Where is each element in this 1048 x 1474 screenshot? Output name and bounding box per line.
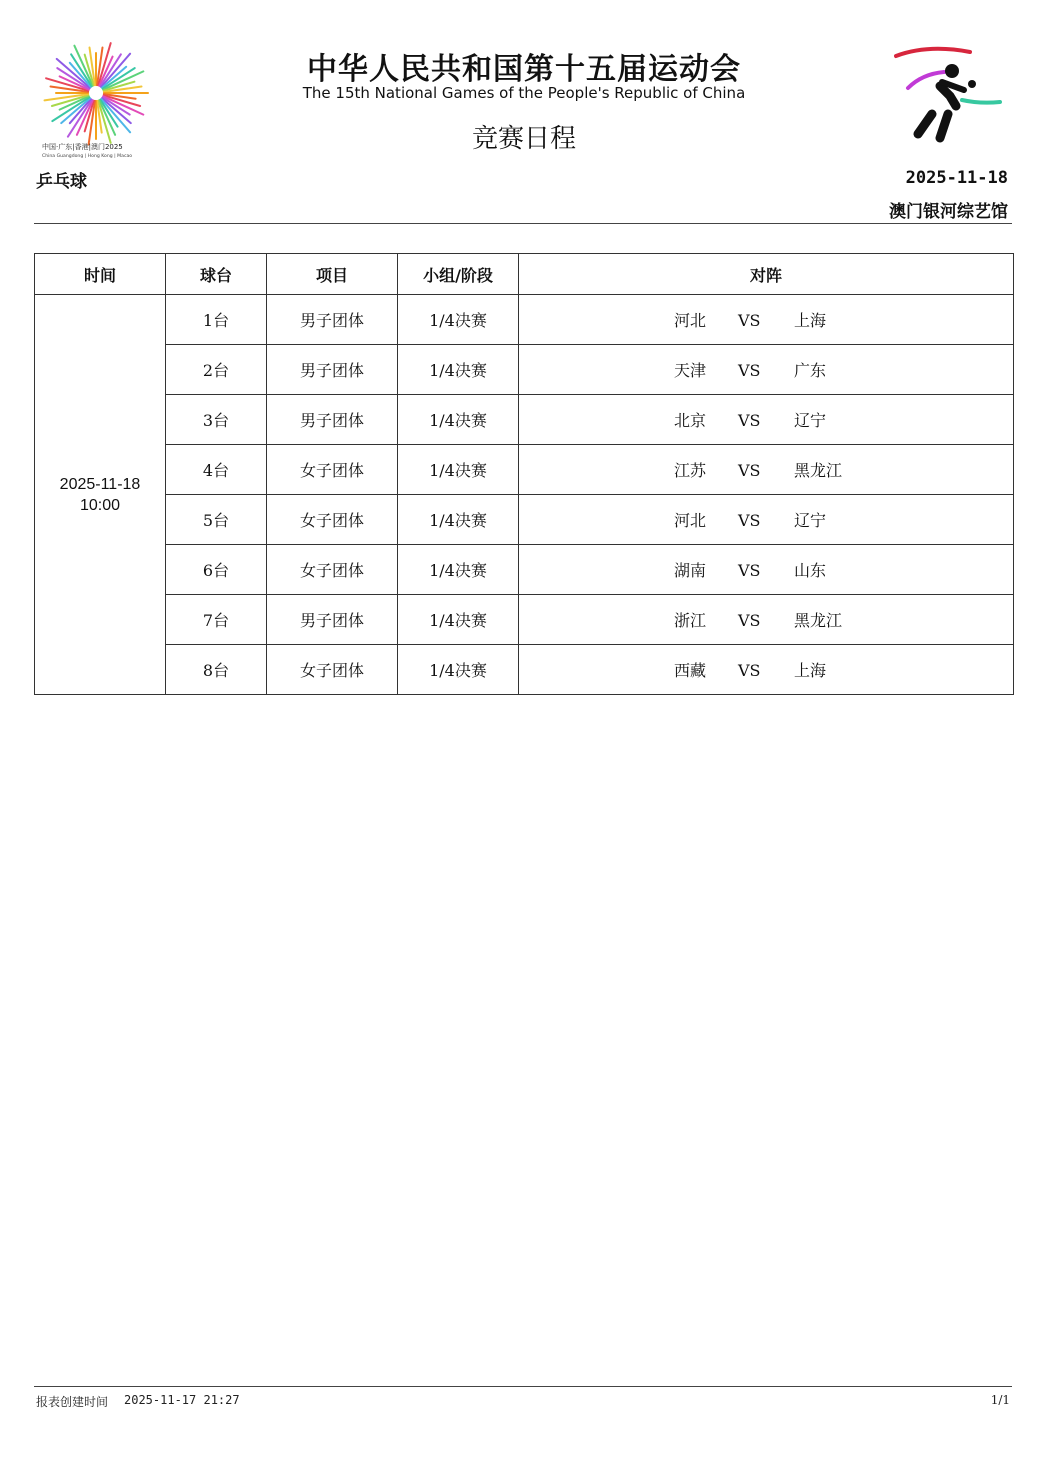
games-title-chinese: 中华人民共和国第十五届运动会: [307, 52, 741, 87]
page-number: 1/1: [990, 1393, 1010, 1407]
team-a-name: 湖南: [674, 561, 707, 580]
table-number-cell: 1台: [166, 295, 267, 345]
footer-divider: [34, 1386, 1012, 1387]
matchup: [674, 358, 858, 381]
table-row: [35, 495, 1014, 545]
stage-cell: 1/4决赛: [398, 595, 519, 645]
matchup-cell: [519, 545, 1014, 595]
vs-label: VS: [738, 561, 761, 580]
table-number-cell: 5台: [166, 495, 267, 545]
matchup-cell: [519, 445, 1014, 495]
matchup: [674, 458, 858, 481]
stage-cell: 1/4决赛: [398, 395, 519, 445]
team-a-name: 江苏: [674, 461, 707, 480]
header-divider: [34, 223, 1012, 224]
table-row: [35, 395, 1014, 445]
stage-cell: 1/4决赛: [398, 345, 519, 395]
team-b-name: 辽宁: [794, 411, 827, 430]
logo-en-text: China Guangdong | Hong Kong | Macao: [42, 154, 133, 159]
event-cell: 女子团体: [267, 445, 398, 495]
team-b-name: 黑龙江: [794, 611, 843, 630]
stage-cell: 1/4决赛: [398, 295, 519, 345]
logo-cn-text: 中国·广东|香港|澳门2025: [42, 143, 123, 151]
vs-label: VS: [738, 461, 761, 480]
table-row: [35, 545, 1014, 595]
document-title: 竞赛日程: [471, 124, 576, 154]
vs-label: VS: [738, 611, 761, 630]
schedule-date: 2025-11-18: [905, 168, 1008, 188]
time-clock: 10:00: [79, 496, 121, 514]
column-header-table: 球台: [166, 254, 267, 295]
vs-label: VS: [738, 361, 761, 380]
matchup: [674, 308, 858, 331]
team-a-name: 天津: [674, 361, 707, 380]
matchup-cell: [519, 595, 1014, 645]
matchup: [674, 658, 858, 681]
time-cell: [35, 295, 166, 695]
table-number-cell: 2台: [166, 345, 267, 395]
vs-label: VS: [738, 511, 761, 530]
matchup-cell: [519, 295, 1014, 345]
column-header-event: 项目: [267, 254, 398, 295]
column-header-matchup: 对阵: [519, 254, 1014, 295]
table-row: [35, 445, 1014, 495]
table-number-cell: 8台: [166, 645, 267, 695]
event-cell: 男子团体: [267, 395, 398, 445]
team-b-name: 上海: [794, 311, 827, 330]
table-header-row: [35, 254, 1014, 295]
report-created-time: 2025-11-17 21:27: [124, 1393, 240, 1407]
vs-label: VS: [738, 311, 761, 330]
team-b-name: 广东: [794, 361, 827, 380]
team-b-name: 辽宁: [794, 511, 827, 530]
matchup: [674, 508, 858, 531]
team-b-name: 山东: [794, 561, 827, 580]
event-cell: 女子团体: [267, 545, 398, 595]
team-a-name: 河北: [674, 311, 707, 330]
table-row: [35, 595, 1014, 645]
table-row: [35, 645, 1014, 695]
column-header-time: 时间: [35, 254, 166, 295]
table-row: [35, 295, 1014, 345]
venue-name: 澳门银河综艺馆: [889, 202, 1008, 222]
team-a-name: 西藏: [674, 661, 707, 680]
schedule-table: [34, 253, 1014, 695]
sport-name: 乒乓球: [36, 172, 87, 192]
games-title-english: The 15th National Games of the People's Republic of China: [302, 84, 746, 102]
event-cell: 男子团体: [267, 295, 398, 345]
event-cell: 男子团体: [267, 595, 398, 645]
team-a-name: 河北: [674, 511, 707, 530]
table-row: [35, 345, 1014, 395]
team-b-name: 黑龙江: [794, 461, 843, 480]
team-a-name: 浙江: [674, 611, 707, 630]
table-number-cell: 3台: [166, 395, 267, 445]
matchup: [674, 558, 858, 581]
team-a-name: 北京: [674, 411, 707, 430]
stage-cell: 1/4决赛: [398, 445, 519, 495]
report-created-label: 报表创建时间: [36, 1395, 109, 1409]
vs-label: VS: [738, 661, 761, 680]
matchup: [674, 608, 858, 631]
table-number-cell: 7台: [166, 595, 267, 645]
matchup-cell: [519, 645, 1014, 695]
matchup-cell: [519, 395, 1014, 445]
stage-cell: 1/4决赛: [398, 645, 519, 695]
event-cell: 女子团体: [267, 495, 398, 545]
team-b-name: 上海: [794, 661, 827, 680]
table-number-cell: 4台: [166, 445, 267, 495]
matchup-cell: [519, 345, 1014, 395]
event-cell: 男子团体: [267, 345, 398, 395]
matchup-cell: [519, 495, 1014, 545]
stage-cell: 1/4决赛: [398, 545, 519, 595]
time-date: 2025-11-18: [59, 475, 141, 493]
matchup: [674, 408, 858, 431]
column-header-stage: 小组/阶段: [398, 254, 519, 295]
event-cell: 女子团体: [267, 645, 398, 695]
vs-label: VS: [738, 411, 761, 430]
stage-cell: 1/4决赛: [398, 495, 519, 545]
table-number-cell: 6台: [166, 545, 267, 595]
